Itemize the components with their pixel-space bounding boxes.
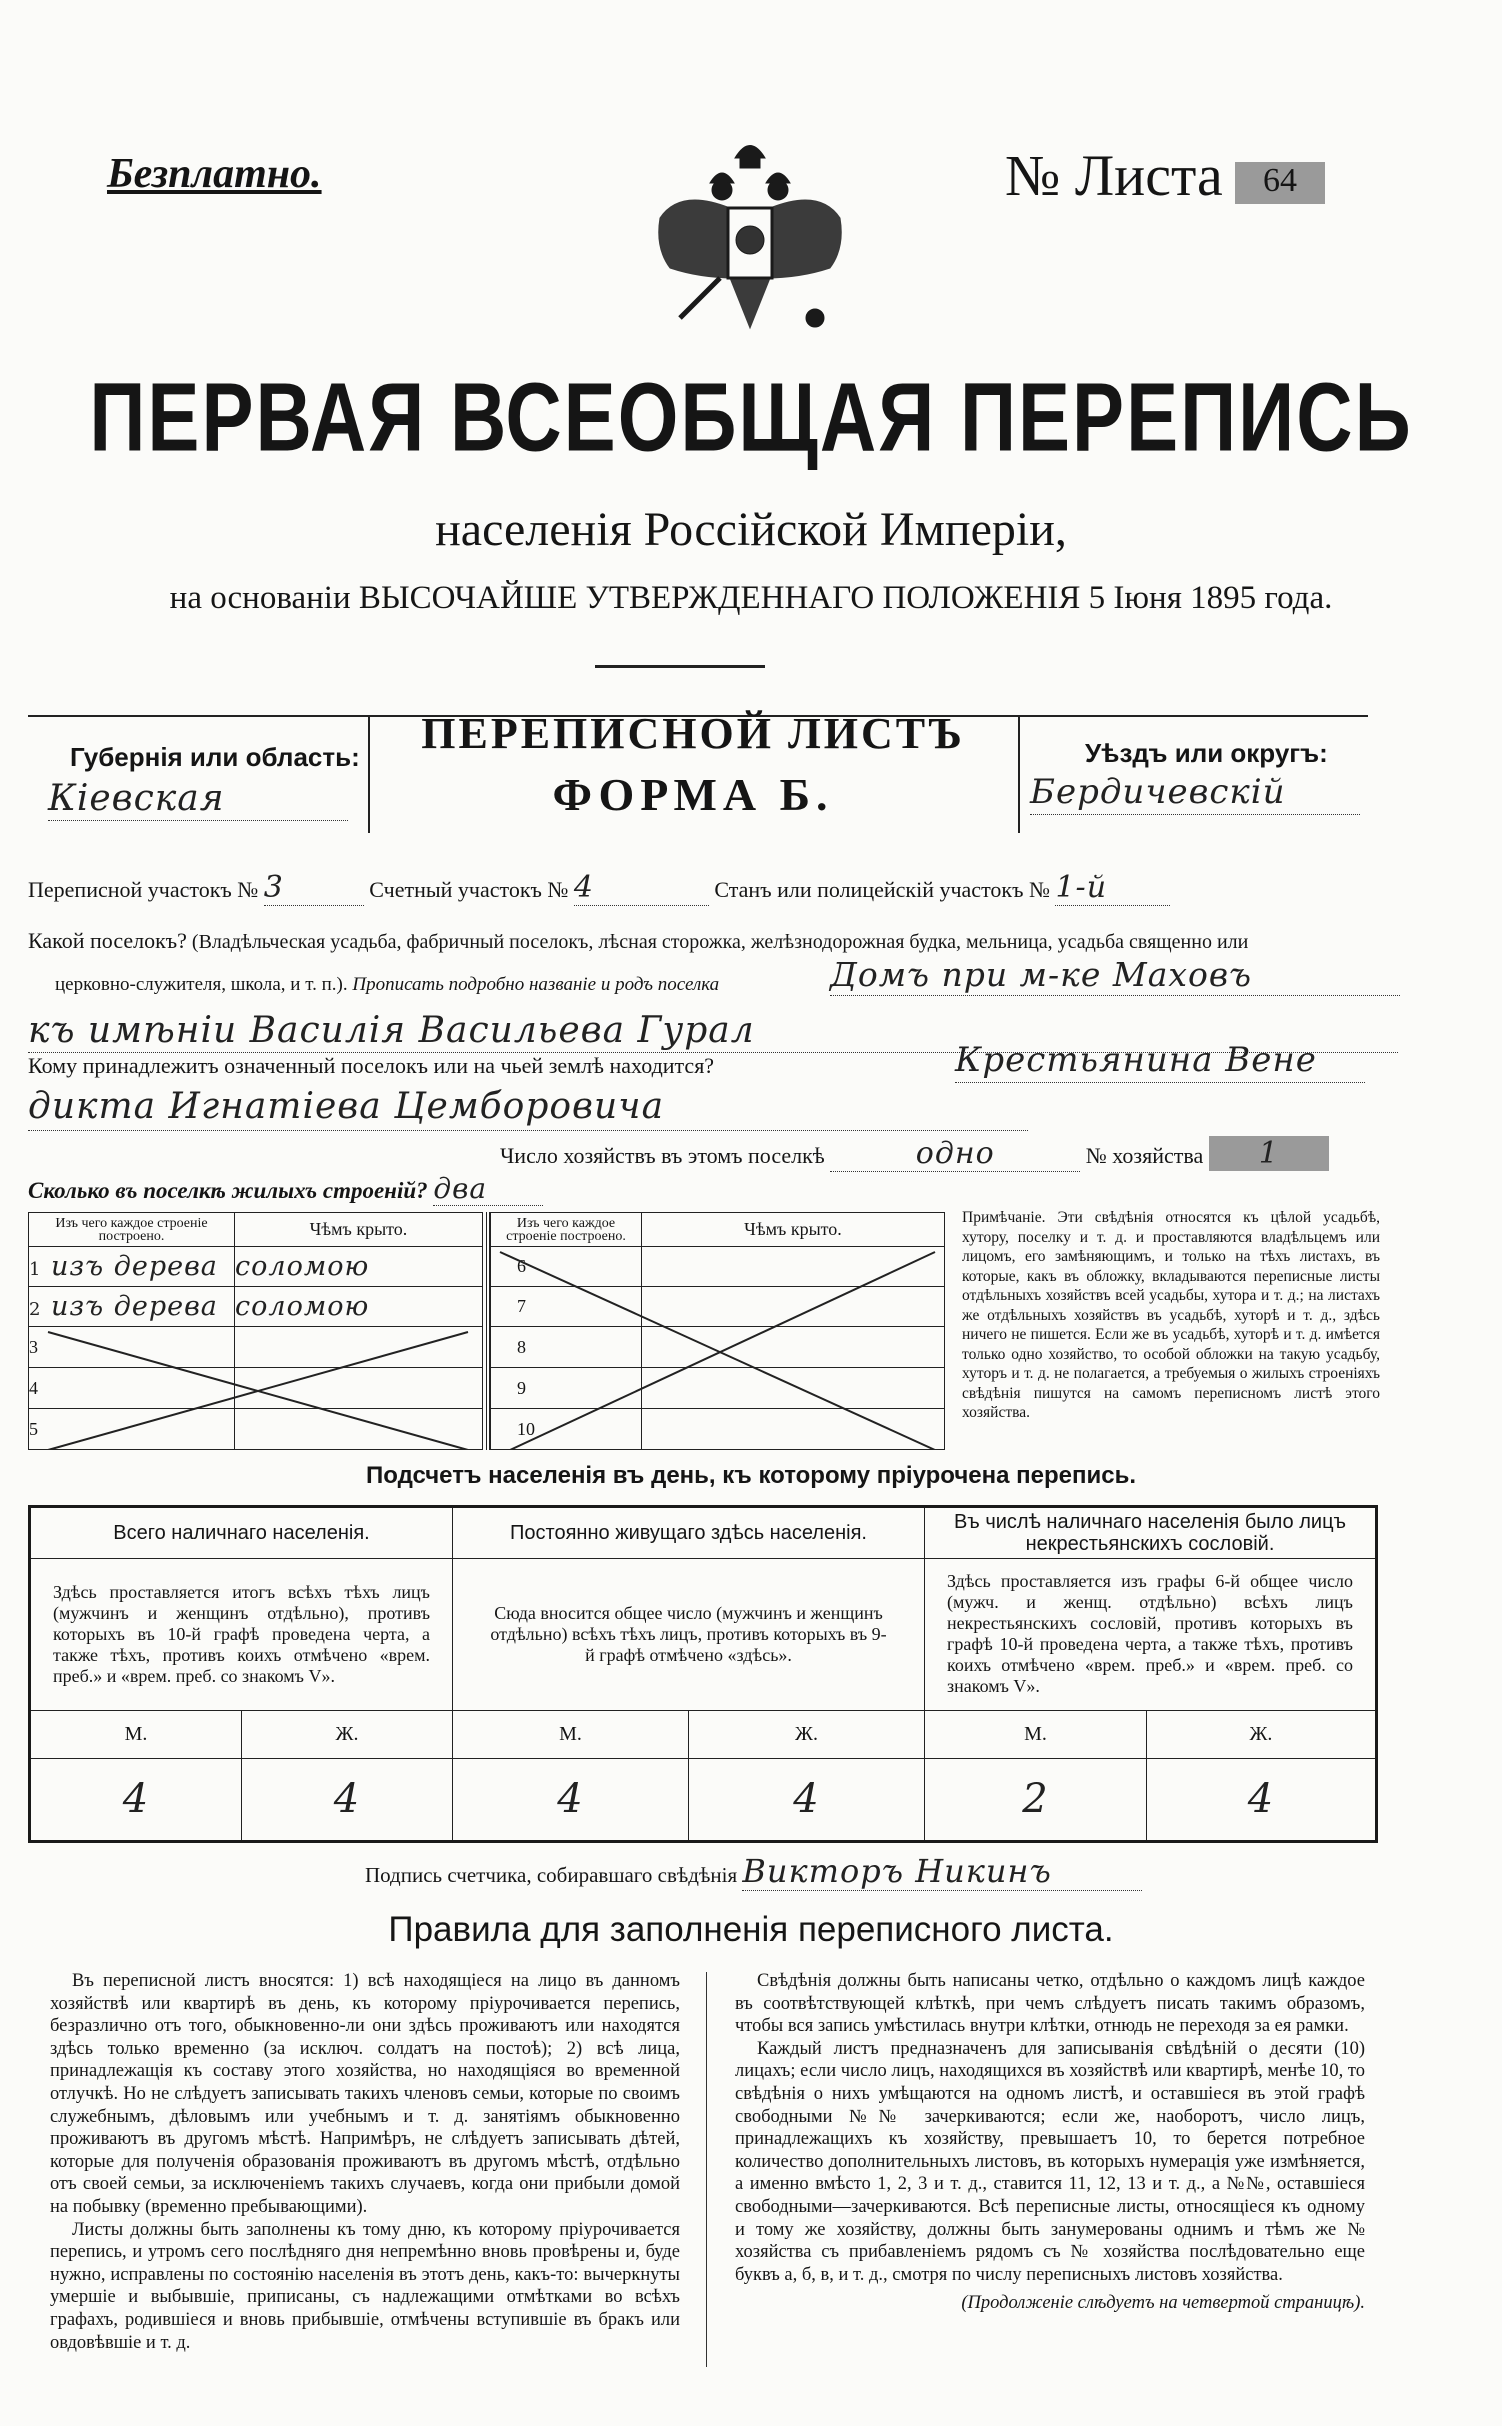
rules-right-column xyxy=(735,1970,1365,2315)
non-peasant-male-count[interactable]: 2 xyxy=(925,1758,1147,1841)
signature-label: Подпись счетчика, собиравшаго свѣдѣнія xyxy=(365,1863,738,1887)
present-male-count[interactable]: 4 xyxy=(30,1758,242,1841)
building-6-material[interactable]: 6 xyxy=(491,1247,642,1287)
resident-male-count[interactable]: 4 xyxy=(453,1758,689,1841)
poselok-hint: (Владѣльческая усадьба, фабричный поселокъ, лѣсная сторожка, желѣзнодорожная будка, мельница, усадьба священно или xyxy=(191,931,1249,953)
census-subtitle: населенія Россійской Имперіи, xyxy=(435,503,1067,556)
non-peasant-desc: Здѣсь проставляется изъ графы 6-й общее число (мужч. и женщ. отдѣльно) всѣхъ лицъ некрестьянскихъ сословій, противъ которыхъ въ графѣ 10-й проведена черта, а также тѣхъ, противъ коихъ отмѣчено «врем. преб.» и «врем. преб. со знакомъ V». xyxy=(925,1559,1377,1711)
rules-continued: (Продолженіе слѣдуетъ на четвертой страницѣ). xyxy=(961,2293,1365,2314)
poselok-row xyxy=(28,928,1248,954)
buildings-table-right xyxy=(486,1212,945,1450)
present-population-header: Всего наличнаго населенія. xyxy=(30,1507,453,1559)
coat-of-arms-icon xyxy=(640,128,860,353)
building-2-roof[interactable]: соломою xyxy=(235,1287,483,1327)
resident-female-count[interactable]: 4 xyxy=(689,1758,925,1841)
building-7-material[interactable]: 7 xyxy=(491,1287,642,1327)
resident-male-header: М. xyxy=(453,1710,689,1758)
rules-right-paragraph-2: Каждый листъ предназначенъ для записыванія свѣдѣній о десяти (10) лицахъ; если число лицъ, находящихся въ хозяйствѣ или квартирѣ, менѣе 10, то свѣдѣнія о нихъ умѣщаются на одномъ листѣ, и оставшіеся въ этой графѣ свободными №№ зачеркиваются; если же, наоборотъ, число лицъ, принадлежащихъ къ хозяйству, превышаетъ 10, то берется потребное количество дополнительныхъ листовъ, въ которыхъ нумерація уже измѣняется, а именно вмѣсто 1, 2, 3 и т. д., ставится 11, 12, 13 и т. д., а №№, оставшіеся свободными—зачеркиваются. Всѣ переписные листы, относящіеся къ одному и тому же хозяйству, должны быть занумерованы однимъ и тѣмъ же № хозяйства съ прибавленіемъ рядомъ съ № хозяйства послѣдовательно еще буквъ а, б, в, и т. д., смотря по числу переписныхъ листовъ хозяйства. xyxy=(735,2038,1365,2285)
stan-field[interactable]: 1-й xyxy=(1055,870,1170,906)
gubernia-label: Губернія или область: xyxy=(70,742,360,772)
population-title: Подсчетъ населенія въ день, къ которому пріурочена перепись. xyxy=(366,1462,1136,1489)
resident-population-header: Постоянно живущаго здѣсь населенія. xyxy=(453,1507,925,1559)
form-title: ПЕРЕПИСНОЙ ЛИСТЪ xyxy=(421,709,965,758)
household-number-label: № хозяйства xyxy=(1085,1143,1204,1168)
building-3-material[interactable]: 3 xyxy=(29,1327,235,1368)
poselok-row-2 xyxy=(55,974,719,996)
signature-field[interactable]: Викторъ Никинъ xyxy=(742,1852,1142,1891)
sheet-number-value[interactable]: 64 xyxy=(1235,162,1325,204)
rules-left-paragraph-2: Листы должны быть заполнены къ тому дню, къ которому пріурочивается перепись, и утромъ сего послѣдняго дня непремѣнно вновь провѣрены и, буде нужно, исправлены по состоянію населенія въ этотъ день, какъ-то: вычеркнуты умершіе и выбывшіе, приписаны, съ надлежащими отмѣтками во всѣхъ графахъ, родившіеся и вновь прибывшіе, отмѣчены вступившіе въ бракъ или овдовѣвшіе и т. д. xyxy=(50,2219,680,2353)
material-header: Изъ чего каждое строеніе построено. xyxy=(29,1213,235,1247)
non-peasant-male-header: М. xyxy=(925,1710,1147,1758)
non-peasant-female-header: Ж. xyxy=(1146,1710,1376,1758)
buildings-label: Сколько въ поселкѣ жилыхъ строеній? xyxy=(28,1178,428,1203)
owner-field-1[interactable]: Крестьянина Вене xyxy=(955,1040,1365,1083)
free-label: Безплатно. xyxy=(107,151,322,197)
buildings-note: Примѣчаніе. Эти свѣдѣнія относятся къ цѣлой усадьбѣ, хутору, поселку и т. д. и проставляются владѣльцемъ или лицомъ, его замѣняющимъ, и только на тѣхъ листахъ, въ которые, какъ въ обложку, вкладываются переписные листы отдѣльныхъ хозяйствъ всей усадьбы, хутора и т. д.; на листахъ же отдѣльныхъ хозяйствъ въ усадьбѣ, хуторѣ и т. д., здѣсь ничего не пишется. Если же въ усадьбѣ, хуторѣ и т. д. имѣется только одно хозяйство, то особой обложки на такую усадьбу, хуторъ и т. д. не полагается, а требуемыя о жилыхъ строеніяхъ свѣдѣнія пишутся на самомъ переписномъ листѣ этого хозяйства. xyxy=(962,1209,1380,1421)
building-1-roof[interactable]: соломою xyxy=(235,1247,483,1287)
buildings-row xyxy=(28,1172,543,1206)
uezd-field[interactable]: Бердичевскій xyxy=(1030,772,1360,815)
building-1-material[interactable]: 1 изъ дерева xyxy=(29,1247,235,1287)
uezd-label: Уѣздъ или округъ: xyxy=(1085,738,1328,768)
present-male-header: М. xyxy=(30,1710,242,1758)
gubernia-field[interactable]: Кіевская xyxy=(48,778,348,821)
present-population-desc: Здѣсь проставляется итогъ всѣхъ тѣхъ лицъ (мужчинъ и женщинъ отдѣльно), противъ которыхъ въ 10-й графѣ проведена черта, а также тѣхъ, противъ коихъ отмѣчено «врем. преб.» и «врем. преб. со знакомъ V». xyxy=(30,1559,453,1711)
building-2-material[interactable]: 2 изъ дерева xyxy=(29,1287,235,1327)
roof-header-right: Чѣмъ крыто. xyxy=(642,1213,945,1247)
households-row xyxy=(500,1136,1329,1172)
poselok-hint-2: церковно-служителя, школа, и т. п.). xyxy=(55,974,348,995)
rules-title: Правила для заполненія переписного листа. xyxy=(388,1910,1114,1949)
signature-row xyxy=(365,1852,1142,1891)
non-peasant-header: Въ числѣ наличнаго населенія было лицъ некрестьянскихъ сословій. xyxy=(925,1507,1377,1559)
household-number-field[interactable]: 1 xyxy=(1209,1136,1329,1171)
material-header-right: Изъ чего каждое строеніе построено. xyxy=(491,1213,642,1247)
form-type: ФОРМА Б. xyxy=(552,769,834,820)
poselok-field-2[interactable]: къ имѣніи Василія Васильева Гурал xyxy=(28,1010,1398,1053)
form-header-right-divider xyxy=(1018,715,1020,833)
non-peasant-female-count[interactable]: 4 xyxy=(1146,1758,1376,1841)
poselok-hint-3: Прописать подробно названіе и родъ поселка xyxy=(352,974,720,995)
stan-label: Станъ или полицейскій участокъ № xyxy=(714,877,1050,902)
building-8-material[interactable]: 8 xyxy=(491,1327,642,1368)
sheet-number-label: № Листа xyxy=(1005,143,1223,208)
buildings-table-left xyxy=(28,1212,483,1450)
title-divider xyxy=(595,665,765,668)
schetny-field[interactable]: 4 xyxy=(574,870,709,906)
strike-cross-right xyxy=(490,1212,945,1450)
rules-column-divider xyxy=(706,1972,707,2367)
census-basis-line: на основаніи ВЫСОЧАЙШЕ УТВЕРЖДЕННАГО ПОЛОЖЕНІЯ 5 Іюня 1895 года. xyxy=(169,580,1333,616)
strike-cross-left xyxy=(28,1212,483,1450)
roof-header: Чѣмъ крыто. xyxy=(235,1213,483,1247)
present-female-count[interactable]: 4 xyxy=(242,1758,453,1841)
building-10-material[interactable]: 10 xyxy=(491,1409,642,1450)
households-field[interactable]: одно xyxy=(830,1136,1080,1172)
owner-label: Кому принадлежитъ означенный поселокъ или на чьей землѣ находится? xyxy=(28,1053,715,1078)
building-9-material[interactable]: 9 xyxy=(491,1368,642,1409)
building-4-material[interactable]: 4 xyxy=(29,1368,235,1409)
rules-left-paragraph-1: Въ переписной листъ вносятся: 1) всѣ находящіеся на лицо въ данномъ хозяйствѣ или квартирѣ въ день, къ которому пріурочивается перепись, безразлично отъ того, обыкновенно-ли они здѣсь проживаютъ или находятся здѣсь только временно (за исключ. солдатъ на постоѣ); 2) всѣ лица, принадлежащія къ составу этого хозяйства, но находящіяся во временной отлучкѣ. Но не слѣдуетъ записывать такихъ членовъ семьи, которые по своимъ служебнымъ, дѣловымъ или учебнымъ и т. д. занятіямъ обыкновенно проживаютъ въ другомъ мѣстѣ. Напримѣръ, не слѣдуетъ записывать дѣтей, которые для полученія образованія проживаютъ въ другомъ мѣстѣ, отдѣльно отъ своей семьи, за исключеніемъ такихъ случаевъ, когда они прибыли домой на побывку (временно пребывающими). xyxy=(50,1971,680,2217)
households-label: Число хозяйствъ въ этомъ поселкѣ xyxy=(500,1143,825,1168)
buildings-field[interactable]: два xyxy=(433,1172,543,1206)
uchastok-row xyxy=(28,870,1170,906)
poselok-label: Какой поселокъ? xyxy=(28,928,187,953)
building-5-material[interactable]: 5 xyxy=(29,1409,235,1450)
poselok-field-1[interactable]: Домъ при м-ке Маховъ xyxy=(830,955,1400,996)
uchastok-label: Переписной участокъ № xyxy=(28,877,259,902)
present-female-header: Ж. xyxy=(242,1710,453,1758)
schetny-label: Счетный участокъ № xyxy=(369,877,569,902)
resident-female-header: Ж. xyxy=(689,1710,925,1758)
uchastok-field[interactable]: 3 xyxy=(264,870,364,906)
owner-field-2[interactable]: дикта Игнатіева Цемборовича xyxy=(28,1086,1028,1131)
resident-population-desc: Сюда вносится общее число (мужчинъ и женщинъ отдѣльно) всѣхъ тѣхъ лицъ, противъ которыхъ въ 9-й графѣ отмѣчено «здѣсь». xyxy=(453,1559,925,1711)
rules-left-column xyxy=(50,1970,680,2354)
rules-right-paragraph-1: Свѣдѣнія должны быть написаны четко, отдѣльно о каждомъ лицѣ каждое въ соотвѣтствующей клѣткѣ, при чемъ слѣдуетъ писать такимъ образомъ, чтобы вся запись умѣстилась внутри клѣтки, отнюдь не переходя за ея рамки. xyxy=(735,1971,1365,2037)
population-table xyxy=(28,1505,1378,1843)
census-main-title: ПЕРВАЯ ВСЕОБЩАЯ ПЕРЕПИСЬ xyxy=(89,361,1413,472)
